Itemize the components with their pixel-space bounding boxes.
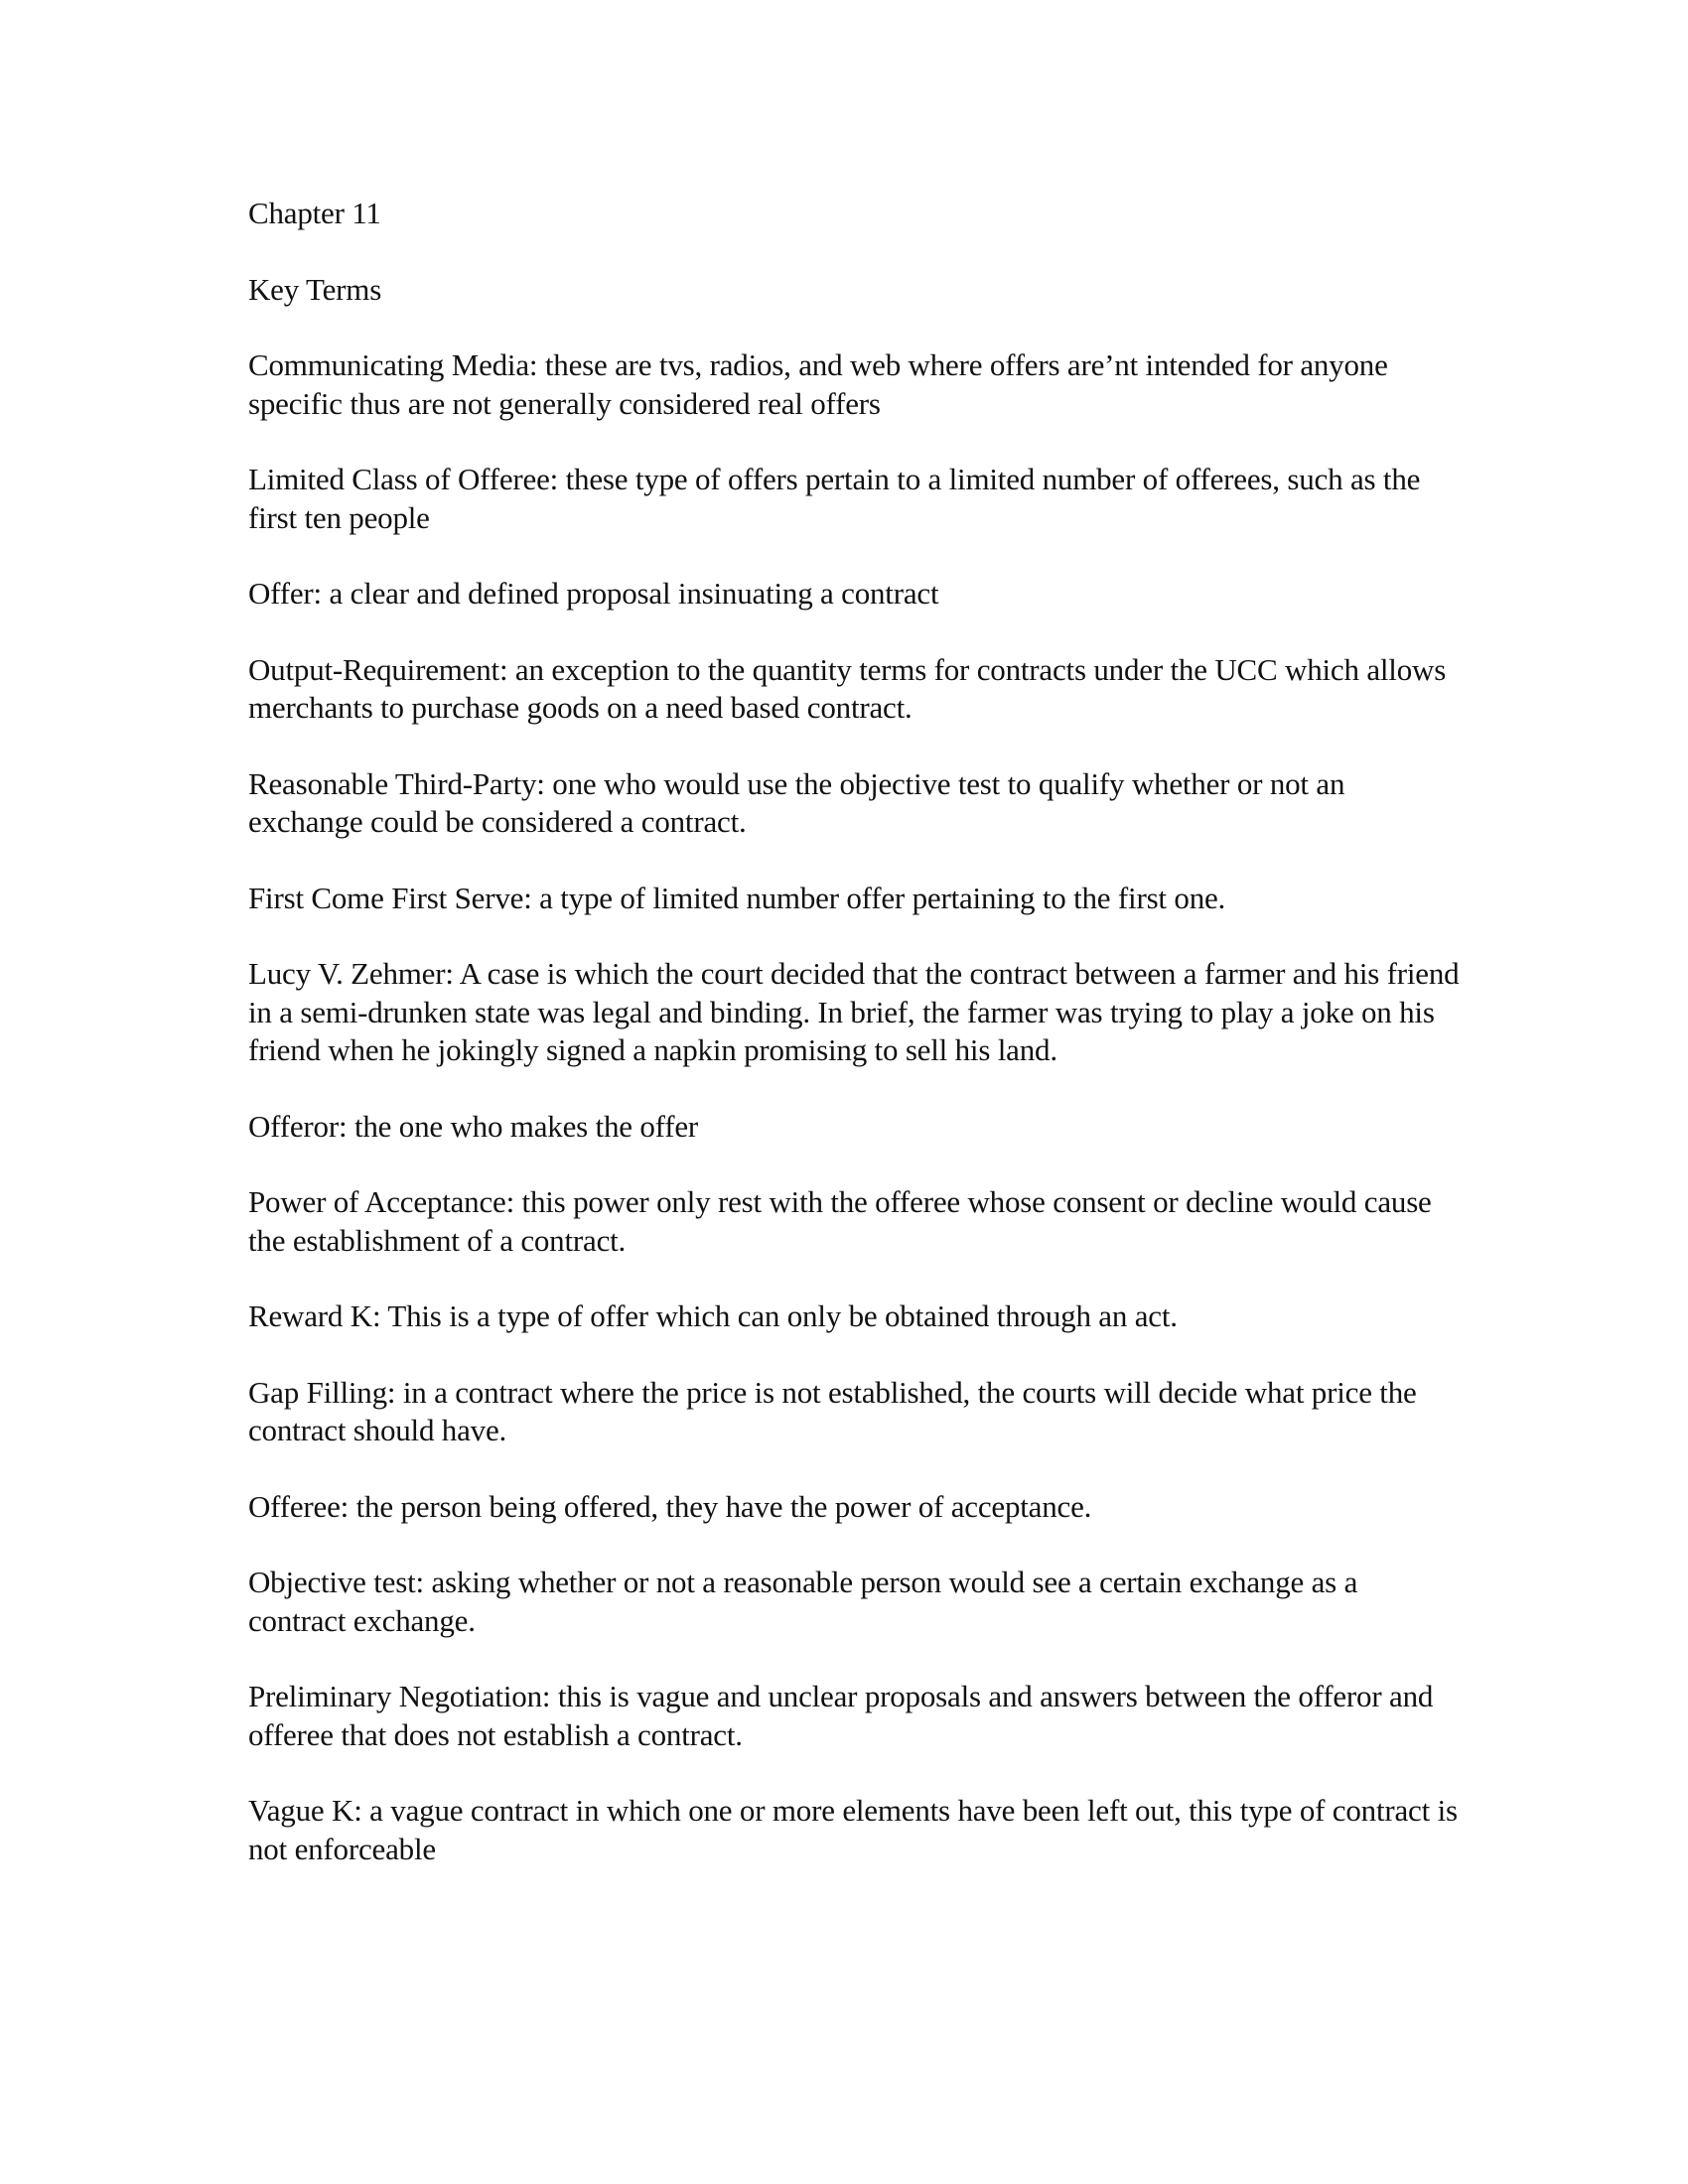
term-reasonable-third-party: Reasonable Third-Party: one who would use the objective test to qualify whether or not an exchange could be considered a contract. [248, 765, 1345, 839]
term-output-requirement: Output-Requirement: an exception to the quantity terms for contracts under the UCC which allows merchants to purchase goods on a need based contract. [248, 651, 1447, 725]
term-lucy-v-zehmer: Lucy V. Zehmer: A case is which the court decided that the contract between a farmer and his friend in a semi-drunken state was legal and binding. In brief, the farmer was trying to play a joke on his friend when he jokingly signed a napkin promising to sell his land. [248, 956, 1460, 1067]
term-vague-k: Vague K: a vague contract in which one or more elements have been left out, this type of contract is not enforceable [248, 1793, 1458, 1866]
term-limited-class-of-offeree: Limited Class of Offeree: these type of offers pertain to a limited number of offerees, such as the first ten people [248, 462, 1421, 535]
chapter-heading: Chapter 11 [248, 196, 381, 230]
term-first-come-first-serve: First Come First Serve: a type of limited number offer pertaining to the first one. [248, 880, 1226, 915]
term-objective-test: Objective test: asking whether or not a reasonable person would see a certain exchange as a contract exchange. [248, 1565, 1358, 1638]
term-offeror: Offeror: the one who makes the offer [248, 1108, 699, 1144]
document-page [248, 195, 1460, 1906]
section-title: Key Terms [248, 271, 382, 307]
term-offeree: Offeree: the person being offered, they have the power of acceptance. [248, 1488, 1092, 1524]
term-communicating-media: Communicating Media: these are tvs, radios, and web where offers are’nt intended for anyone specific thus are not generally considered real offers [248, 347, 1388, 421]
term-preliminary-negotiation: Preliminary Negotiation: this is vague and unclear proposals and answers between the offeror and offeree that does not establish a contract. [248, 1679, 1434, 1752]
term-power-of-acceptance: Power of Acceptance: this power only rest with the offeree whose consent or decline would cause the establishment of a contract. [248, 1184, 1432, 1258]
term-gap-filling: Gap Filling: in a contract where the price is not established, the courts will decide what price the contract should have. [248, 1374, 1417, 1447]
term-offer: Offer: a clear and defined proposal insinuating a contract [248, 576, 939, 611]
term-reward-k: Reward K: This is a type of offer which can only be obtained through an act. [248, 1298, 1178, 1333]
